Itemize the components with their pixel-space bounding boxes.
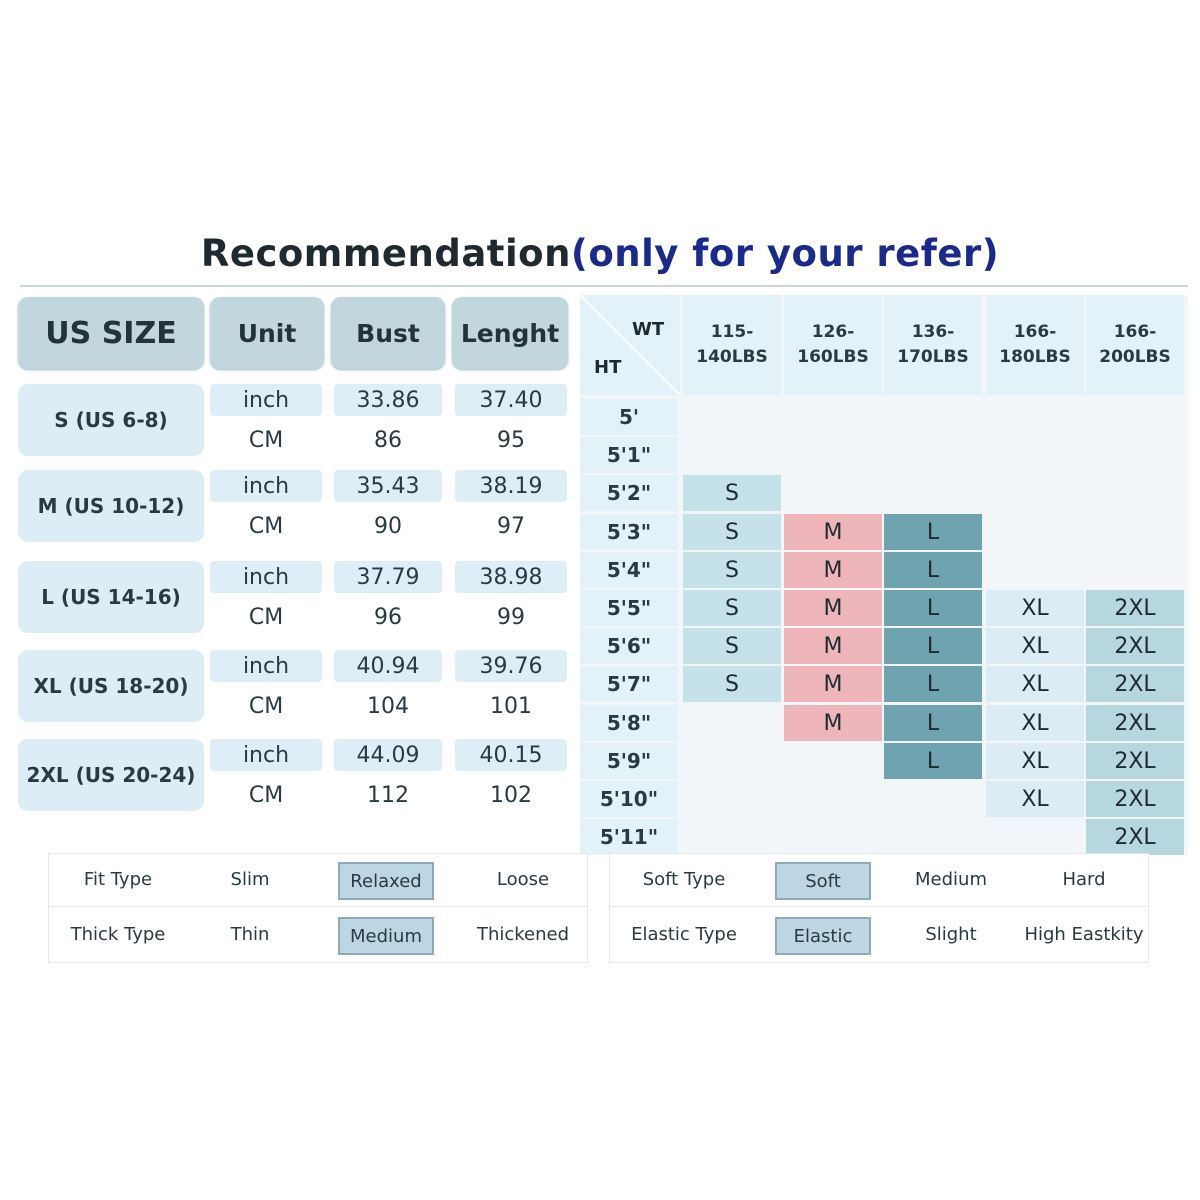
- type-option: Loose: [496, 868, 550, 890]
- weight-header: [884, 295, 982, 395]
- size-recommendation: L: [884, 590, 982, 626]
- type-option: High Eastkity: [1024, 923, 1144, 945]
- size-recommendation: M: [784, 514, 882, 550]
- length-cm: 101: [490, 693, 532, 719]
- weight-header: [1086, 295, 1184, 395]
- unit-inch: inch: [210, 384, 322, 416]
- size-recommendation: S: [683, 590, 781, 626]
- unit-cm: CM: [248, 693, 284, 719]
- size-recommendation: XL: [986, 590, 1084, 626]
- size-recommendation: 2XL: [1086, 705, 1184, 741]
- size-recommendation: L: [884, 743, 982, 779]
- length-cm: 97: [497, 513, 525, 539]
- type-option: Soft: [775, 862, 871, 900]
- bust-cm: 104: [367, 693, 409, 719]
- size-recommendation: S: [683, 514, 781, 550]
- type-option: Medium: [338, 917, 434, 955]
- bust-inch: 33.86: [334, 384, 442, 416]
- type-option: Hard: [1062, 868, 1106, 890]
- size-recommendation: M: [784, 666, 882, 702]
- size-recommendation: M: [784, 590, 882, 626]
- unit-cm: CM: [248, 513, 284, 539]
- size-recommendation: 2XL: [1086, 743, 1184, 779]
- size-recommendation: M: [784, 628, 882, 664]
- height-label: 5': [580, 399, 678, 435]
- height-label: 5'4": [580, 552, 678, 588]
- size-recommendation: XL: [986, 743, 1084, 779]
- height-label: 5'2": [580, 475, 678, 511]
- length-inch: 39.76: [455, 650, 567, 682]
- type-divider-right: [609, 906, 1149, 907]
- size-recommendation: M: [784, 705, 882, 741]
- bust-cm: 86: [374, 427, 402, 453]
- type-option: Slight: [925, 923, 977, 945]
- size-recommendation: L: [884, 705, 982, 741]
- size-recommendation: 2XL: [1086, 628, 1184, 664]
- weight-line2: 170LBS: [897, 347, 969, 367]
- bust-inch: 40.94: [334, 650, 442, 682]
- type-option: Elastic: [775, 917, 871, 955]
- height-label: 5'7": [580, 666, 678, 702]
- size-recommendation: L: [884, 514, 982, 550]
- bust-inch: 37.79: [334, 561, 442, 593]
- bust-inch: 44.09: [334, 739, 442, 771]
- page-title: [0, 232, 1200, 275]
- corner-diagonal: [580, 295, 680, 395]
- header-length: Lenght: [452, 297, 568, 369]
- size-recommendation: XL: [986, 781, 1084, 817]
- type-option: Medium: [915, 868, 987, 890]
- wt-label: WT: [632, 319, 665, 340]
- length-cm: 99: [497, 604, 525, 630]
- weight-line2: 200LBS: [1099, 347, 1171, 367]
- size-recommendation: XL: [986, 705, 1084, 741]
- size-recommendation: XL: [986, 628, 1084, 664]
- size-recommendation: L: [884, 552, 982, 588]
- title-subtitle: (only for your refer): [570, 232, 1000, 275]
- weight-line1: 126-: [811, 322, 855, 342]
- weight-header: [784, 295, 882, 395]
- height-label: 5'3": [580, 514, 678, 550]
- type-label: Thick Type: [70, 923, 166, 945]
- height-label: 5'10": [580, 781, 678, 817]
- size-label: M (US 10-12): [18, 470, 204, 542]
- size-recommendation: XL: [986, 666, 1084, 702]
- length-inch: 40.15: [455, 739, 567, 771]
- height-label: 5'11": [580, 819, 678, 855]
- size-label: L (US 14-16): [18, 561, 204, 633]
- height-label: 5'9": [580, 743, 678, 779]
- unit-inch: inch: [210, 650, 322, 682]
- header-unit: Unit: [210, 297, 324, 369]
- length-inch: 38.19: [455, 470, 567, 502]
- bust-cm: 112: [367, 782, 409, 808]
- unit-cm: CM: [248, 604, 284, 630]
- size-label: S (US 6-8): [18, 384, 204, 456]
- size-recommendation: 2XL: [1086, 590, 1184, 626]
- size-recommendation: S: [683, 628, 781, 664]
- type-divider-left: [48, 906, 588, 907]
- height-label: 5'5": [580, 590, 678, 626]
- weight-line2: 180LBS: [999, 347, 1071, 367]
- height-label: 5'1": [580, 437, 678, 473]
- length-inch: 37.40: [455, 384, 567, 416]
- ht-label: HT: [594, 357, 622, 378]
- weight-line1: 166-: [1113, 322, 1157, 342]
- weight-line2: 160LBS: [797, 347, 869, 367]
- type-option: Slim: [230, 868, 270, 890]
- unit-inch: inch: [210, 561, 322, 593]
- type-option: Relaxed: [338, 862, 434, 900]
- length-inch: 38.98: [455, 561, 567, 593]
- size-recommendation: S: [683, 475, 781, 511]
- size-recommendation: 2XL: [1086, 666, 1184, 702]
- length-cm: 102: [490, 782, 532, 808]
- type-option: Thin: [230, 923, 270, 945]
- chart-corner: [580, 295, 680, 395]
- size-label: XL (US 18-20): [18, 650, 204, 722]
- length-cm: 95: [497, 427, 525, 453]
- size-recommendation: 2XL: [1086, 819, 1184, 855]
- size-recommendation: L: [884, 628, 982, 664]
- title-divider: [20, 285, 1188, 287]
- bust-cm: 90: [374, 513, 402, 539]
- type-label: Fit Type: [83, 868, 153, 890]
- size-recommendation: S: [683, 666, 781, 702]
- weight-header: [683, 295, 781, 395]
- type-label: Elastic Type: [631, 923, 737, 945]
- weight-line1: 136-: [911, 322, 955, 342]
- header-us-size: US SIZE: [18, 297, 204, 369]
- size-recommendation: L: [884, 666, 982, 702]
- weight-line2: 140LBS: [696, 347, 768, 367]
- unit-inch: inch: [210, 470, 322, 502]
- size-recommendation: 2XL: [1086, 781, 1184, 817]
- size-recommendation: S: [683, 552, 781, 588]
- type-option: Thickened: [476, 923, 570, 945]
- size-recommendation: M: [784, 552, 882, 588]
- height-label: 5'8": [580, 705, 678, 741]
- unit-cm: CM: [248, 427, 284, 453]
- type-label: Soft Type: [642, 868, 726, 890]
- height-label: 5'6": [580, 628, 678, 664]
- header-bust: Bust: [331, 297, 445, 369]
- title-main: Recommendation: [200, 232, 571, 275]
- bust-inch: 35.43: [334, 470, 442, 502]
- weight-header: [986, 295, 1084, 395]
- unit-cm: CM: [248, 782, 284, 808]
- weight-line1: 115-: [710, 322, 754, 342]
- unit-inch: inch: [210, 739, 322, 771]
- weight-line1: 166-: [1013, 322, 1057, 342]
- bust-cm: 96: [374, 604, 402, 630]
- size-label: 2XL (US 20-24): [18, 739, 204, 811]
